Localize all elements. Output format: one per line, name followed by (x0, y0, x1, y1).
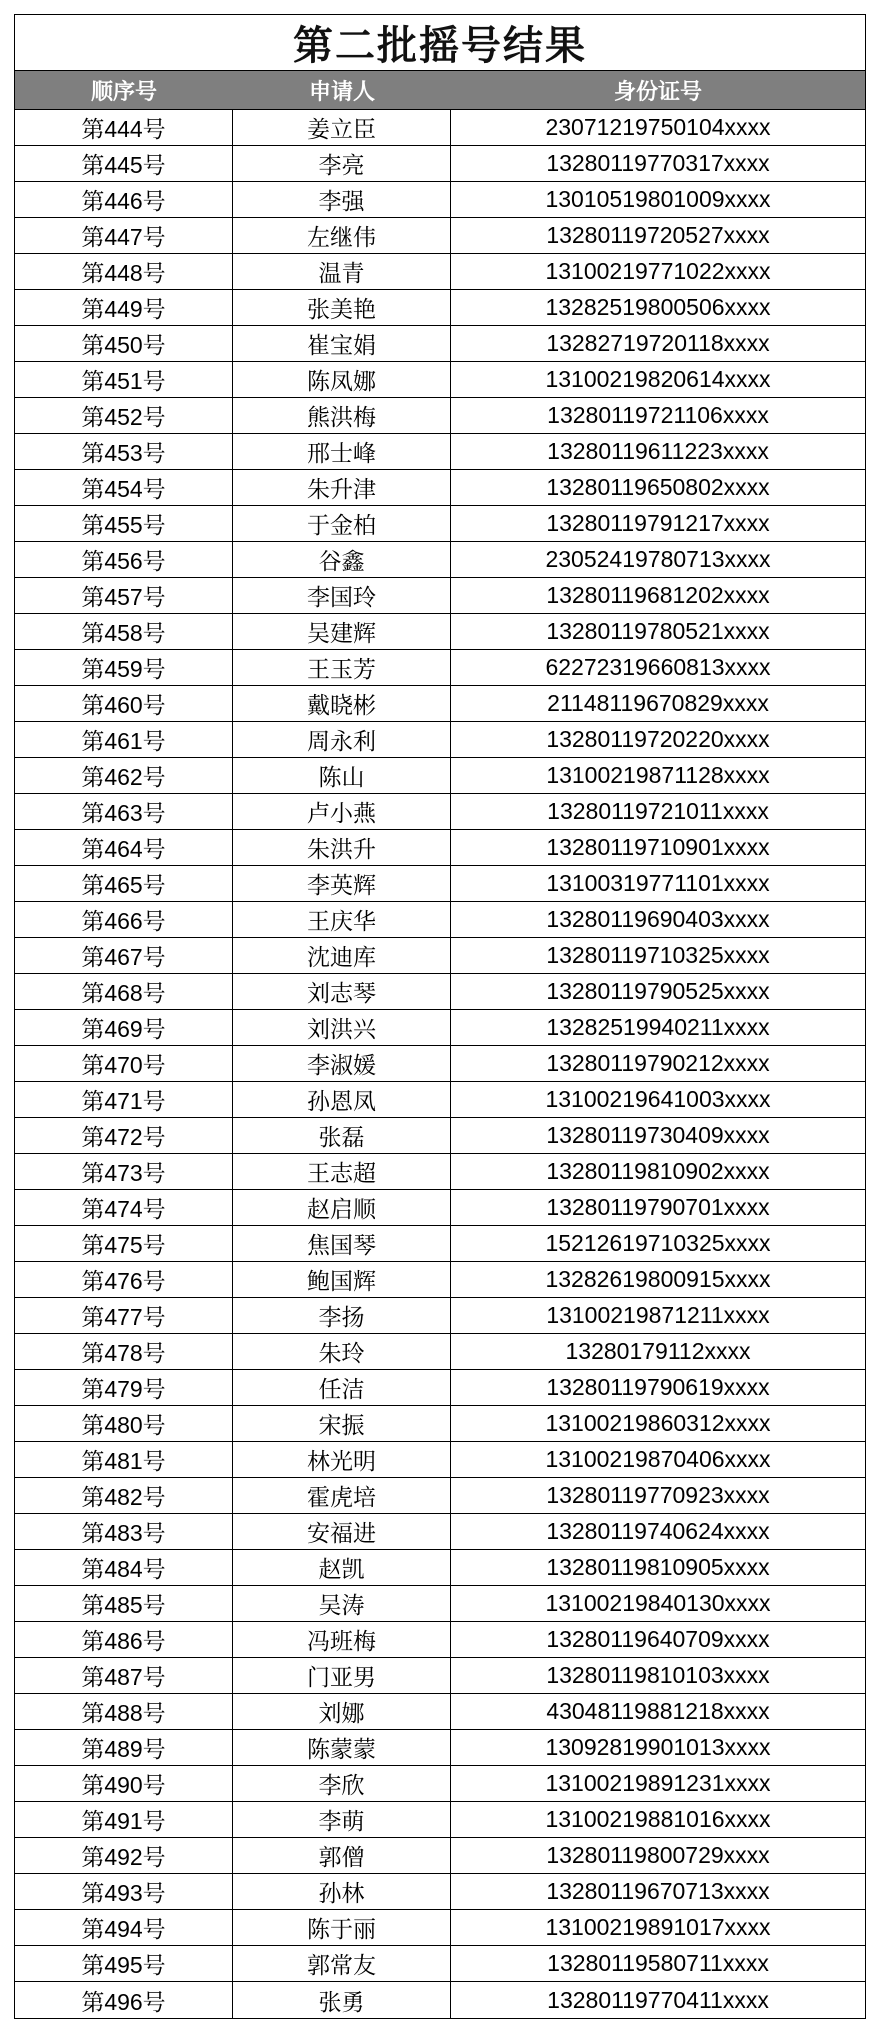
id-number-cell: 13100219870406xxxx (545, 1446, 771, 1472)
sequence-cell: 第493号 (15, 1874, 233, 1909)
id-number-cell: 13010519801009xxxx (545, 186, 771, 212)
applicant-cell: 陈蒙蒙 (233, 1730, 451, 1765)
sequence-cell: 第452号 (15, 398, 233, 433)
applicant-cell: 王志超 (233, 1154, 451, 1189)
applicant-cell: 张磊 (233, 1118, 451, 1153)
applicant-cell: 孙恩凤 (233, 1082, 451, 1117)
table-row (15, 686, 865, 722)
sequence-cell: 第449号 (15, 290, 233, 325)
sequence-cell: 第492号 (15, 1838, 233, 1873)
applicant-cell: 陈凤娜 (233, 362, 451, 397)
id-number-cell: 13100219871128xxxx (546, 762, 770, 788)
id-number-cell: 13100219881016xxxx (545, 1806, 771, 1832)
applicant-cell: 李扬 (233, 1298, 451, 1333)
table-row (15, 254, 865, 290)
table-row (15, 1442, 865, 1478)
applicant-cell: 焦国琴 (233, 1226, 451, 1261)
applicant-cell: 李欣 (233, 1766, 451, 1801)
id-number-cell: 13100219871211xxxx (546, 1302, 770, 1328)
sequence-cell: 第491号 (15, 1802, 233, 1837)
sequence-cell: 第488号 (15, 1694, 233, 1729)
id-number-cell: 23071219750104xxxx (545, 114, 771, 140)
sequence-cell: 第489号 (15, 1730, 233, 1765)
table-row (15, 1802, 865, 1838)
id-number-cell: 62272319660813xxxx (545, 654, 771, 680)
id-number-cell: 13280119790701xxxx (546, 1194, 770, 1220)
column-header-applicant: 申请人 (308, 79, 375, 105)
table-row (15, 1550, 865, 1586)
table-row (15, 1514, 865, 1550)
table-row (15, 1406, 865, 1442)
id-number-cell: 13100219860312xxxx (545, 1410, 771, 1436)
sequence-cell: 第464号 (15, 830, 233, 865)
sequence-cell: 第447号 (15, 218, 233, 253)
applicant-cell: 赵凯 (233, 1550, 451, 1585)
id-number-cell: 13280119611223xxxx (547, 438, 769, 464)
applicant-cell: 任洁 (233, 1370, 451, 1405)
applicant-cell: 赵启顺 (233, 1190, 451, 1225)
table-row (15, 542, 865, 578)
applicant-cell: 李淑媛 (233, 1046, 451, 1081)
sequence-cell: 第457号 (15, 578, 233, 613)
id-number-cell: 13280119721011xxxx (547, 798, 769, 824)
id-number-cell: 13100219891017xxxx (545, 1914, 771, 1940)
applicant-cell: 姜立臣 (233, 110, 451, 145)
applicant-cell: 朱升津 (233, 470, 451, 505)
table-row (15, 1370, 865, 1406)
applicant-cell: 周永利 (233, 722, 451, 757)
table-row (15, 902, 865, 938)
applicant-cell: 吴涛 (233, 1586, 451, 1621)
sequence-cell: 第478号 (15, 1334, 233, 1369)
sequence-cell: 第469号 (15, 1010, 233, 1045)
sequence-cell: 第456号 (15, 542, 233, 577)
table-row (15, 1658, 865, 1694)
table-row (15, 110, 865, 146)
id-number-cell: 13280119810905xxxx (546, 1554, 770, 1580)
table-row (15, 218, 865, 254)
applicant-cell: 冯班梅 (233, 1622, 451, 1657)
sequence-cell: 第463号 (15, 794, 233, 829)
sequence-cell: 第448号 (15, 254, 233, 289)
table-row (15, 470, 865, 506)
sequence-cell: 第480号 (15, 1406, 233, 1441)
table-row (15, 830, 865, 866)
id-number-cell: 13280119770317xxxx (546, 150, 770, 176)
applicant-cell: 崔宝娟 (233, 326, 451, 361)
applicant-cell: 谷鑫 (233, 542, 451, 577)
sequence-cell: 第482号 (15, 1478, 233, 1513)
sequence-cell: 第484号 (15, 1550, 233, 1585)
id-number-cell: 21148119670829xxxx (547, 690, 769, 716)
sequence-cell: 第494号 (15, 1910, 233, 1945)
table-row (15, 398, 865, 434)
applicant-cell: 刘志琴 (233, 974, 451, 1009)
id-number-cell: 13100219891231xxxx (545, 1770, 771, 1796)
id-number-cell: 13280119770923xxxx (546, 1482, 770, 1508)
table-row (15, 434, 865, 470)
id-number-cell: 13280119780521xxxx (546, 618, 770, 644)
id-number-cell: 13280119710325xxxx (546, 942, 770, 968)
sequence-cell: 第451号 (15, 362, 233, 397)
sequence-cell: 第475号 (15, 1226, 233, 1261)
sequence-cell: 第474号 (15, 1190, 233, 1225)
applicant-cell: 左继伟 (233, 218, 451, 253)
id-number-cell: 13280119690403xxxx (546, 906, 770, 932)
table-row (15, 1586, 865, 1622)
table-row (15, 1730, 865, 1766)
sequence-cell: 第476号 (15, 1262, 233, 1297)
id-number-cell: 13280119810902xxxx (546, 1158, 770, 1184)
sequence-cell: 第472号 (15, 1118, 233, 1153)
table-row (15, 1874, 865, 1910)
sequence-cell: 第453号 (15, 434, 233, 469)
table-row (15, 146, 865, 182)
sequence-cell: 第458号 (15, 614, 233, 649)
applicant-cell: 林光明 (233, 1442, 451, 1477)
sequence-cell: 第444号 (15, 110, 233, 145)
id-number-cell: 13100319771101xxxx (546, 870, 770, 896)
table-row (15, 794, 865, 830)
table-row (15, 182, 865, 218)
sequence-cell: 第460号 (15, 686, 233, 721)
table-row (15, 290, 865, 326)
id-number-cell: 13282719720118xxxx (546, 330, 770, 356)
applicant-cell: 于金柏 (233, 506, 451, 541)
id-number-cell: 13282519800506xxxx (545, 294, 771, 320)
table-row (15, 938, 865, 974)
table-row (15, 974, 865, 1010)
page-title: 第二批摇号结果 (15, 15, 865, 71)
sequence-cell: 第479号 (15, 1370, 233, 1405)
sequence-cell: 第445号 (15, 146, 233, 181)
sequence-cell: 第486号 (15, 1622, 233, 1657)
applicant-cell: 温青 (233, 254, 451, 289)
applicant-cell: 朱洪升 (233, 830, 451, 865)
table-row (15, 722, 865, 758)
id-number-cell: 13280119710901xxxx (546, 834, 770, 860)
id-number-cell: 13280119740624xxxx (546, 1518, 770, 1544)
sequence-cell: 第477号 (15, 1298, 233, 1333)
sequence-cell: 第454号 (15, 470, 233, 505)
table-body (15, 110, 865, 2018)
sequence-cell: 第487号 (15, 1658, 233, 1693)
table-row (15, 866, 865, 902)
applicant-cell: 刘洪兴 (233, 1010, 451, 1045)
sequence-cell: 第468号 (15, 974, 233, 1009)
sequence-cell: 第466号 (15, 902, 233, 937)
results-table (14, 14, 866, 2019)
table-row (15, 1118, 865, 1154)
table-row (15, 758, 865, 794)
id-number-cell: 13280119681202xxxx (546, 582, 770, 608)
table-header (15, 71, 865, 110)
id-number-cell: 13280119720220xxxx (546, 726, 770, 752)
id-number-cell: 13280119580711xxxx (547, 1950, 769, 1976)
applicant-cell: 吴建辉 (233, 614, 451, 649)
applicant-cell: 郭常友 (233, 1946, 451, 1981)
applicant-cell: 刘娜 (233, 1694, 451, 1729)
column-header-sequence: 顺序号 (90, 79, 157, 105)
id-number-cell: 13100219641003xxxx (545, 1086, 771, 1112)
id-number-cell: 13280119770411xxxx (547, 1986, 769, 2013)
sequence-cell: 第495号 (15, 1946, 233, 1981)
id-number-cell: 13280179112xxxx (565, 1338, 751, 1364)
table-row (15, 1910, 865, 1946)
sequence-cell: 第470号 (15, 1046, 233, 1081)
applicant-cell: 李亮 (233, 146, 451, 181)
table-row (15, 1478, 865, 1514)
id-number-cell: 13282619800915xxxx (545, 1266, 771, 1292)
table-row (15, 1838, 865, 1874)
applicant-cell: 王玉芳 (233, 650, 451, 685)
id-number-cell: 13280119810103xxxx (546, 1662, 770, 1688)
table-row (15, 1946, 865, 1982)
sequence-cell: 第471号 (15, 1082, 233, 1117)
applicant-cell: 霍虎培 (233, 1478, 451, 1513)
applicant-cell: 李英辉 (233, 866, 451, 901)
sequence-cell: 第455号 (15, 506, 233, 541)
sequence-cell: 第481号 (15, 1442, 233, 1477)
applicant-cell: 卢小燕 (233, 794, 451, 829)
table-row (15, 1622, 865, 1658)
table-row (15, 1154, 865, 1190)
table-row (15, 362, 865, 398)
table-row (15, 1694, 865, 1730)
table-row (15, 326, 865, 362)
id-number-cell: 13092819901013xxxx (545, 1734, 771, 1760)
id-number-cell: 13100219820614xxxx (545, 366, 771, 392)
id-number-cell: 13282519940211xxxx (546, 1014, 770, 1040)
table-row (15, 1298, 865, 1334)
applicant-cell: 孙林 (233, 1874, 451, 1909)
table-row (15, 1766, 865, 1802)
sequence-cell: 第496号 (15, 1982, 233, 2018)
sequence-cell: 第450号 (15, 326, 233, 361)
table-row (15, 506, 865, 542)
sequence-cell: 第461号 (15, 722, 233, 757)
table-row (15, 1082, 865, 1118)
sequence-cell: 第483号 (15, 1514, 233, 1549)
table-row (15, 1262, 865, 1298)
id-number-cell: 13280119720527xxxx (546, 222, 770, 248)
applicant-cell: 张美艳 (233, 290, 451, 325)
sequence-cell: 第459号 (15, 650, 233, 685)
id-number-cell: 13280119721106xxxx (547, 402, 769, 428)
applicant-cell: 陈于丽 (233, 1910, 451, 1945)
applicant-cell: 沈迪库 (233, 938, 451, 973)
id-number-cell: 23052419780713xxxx (545, 546, 771, 572)
table-row (15, 578, 865, 614)
applicant-cell: 邢士峰 (233, 434, 451, 469)
sequence-cell: 第467号 (15, 938, 233, 973)
id-number-cell: 13280119650802xxxx (546, 474, 770, 500)
id-number-cell: 13100219840130xxxx (545, 1590, 771, 1616)
id-number-cell: 13280119730409xxxx (546, 1122, 770, 1148)
id-number-cell: 13100219771022xxxx (545, 258, 771, 284)
applicant-cell: 鲍国辉 (233, 1262, 451, 1297)
table-row (15, 1226, 865, 1262)
id-number-cell: 13280119670713xxxx (546, 1878, 770, 1904)
applicant-cell: 戴晓彬 (233, 686, 451, 721)
id-number-cell: 43048119881218xxxx (546, 1698, 770, 1724)
applicant-cell: 朱玲 (233, 1334, 451, 1369)
applicant-cell: 安福进 (233, 1514, 451, 1549)
applicant-cell: 门亚男 (233, 1658, 451, 1693)
applicant-cell: 张勇 (233, 1982, 451, 2018)
sequence-cell: 第473号 (15, 1154, 233, 1189)
sequence-cell: 第465号 (15, 866, 233, 901)
table-row (15, 614, 865, 650)
table-row (15, 1190, 865, 1226)
table-row (15, 1010, 865, 1046)
id-number-cell: 13280119790619xxxx (546, 1374, 770, 1400)
applicant-cell: 王庆华 (233, 902, 451, 937)
id-number-cell: 13280119790212xxxx (546, 1050, 770, 1076)
id-number-cell: 13280119800729xxxx (546, 1842, 770, 1868)
table-row (15, 1982, 865, 2018)
applicant-cell: 李强 (233, 182, 451, 217)
table-row (15, 650, 865, 686)
sequence-cell: 第462号 (15, 758, 233, 793)
sequence-cell: 第446号 (15, 182, 233, 217)
table-row (15, 1046, 865, 1082)
applicant-cell: 李国玲 (233, 578, 451, 613)
sequence-cell: 第490号 (15, 1766, 233, 1801)
id-number-cell: 13280119790525xxxx (546, 978, 770, 1004)
applicant-cell: 熊洪梅 (233, 398, 451, 433)
applicant-cell: 陈山 (233, 758, 451, 793)
applicant-cell: 郭僧 (233, 1838, 451, 1873)
id-number-cell: 13280119791217xxxx (546, 510, 770, 536)
id-number-cell: 15212619710325xxxx (545, 1230, 771, 1256)
table-row (15, 1334, 865, 1370)
applicant-cell: 宋振 (233, 1406, 451, 1441)
id-number-cell: 13280119640709xxxx (546, 1626, 770, 1652)
sequence-cell: 第485号 (15, 1586, 233, 1621)
applicant-cell: 李萌 (233, 1802, 451, 1837)
column-header-id-number: 身份证号 (613, 79, 702, 105)
